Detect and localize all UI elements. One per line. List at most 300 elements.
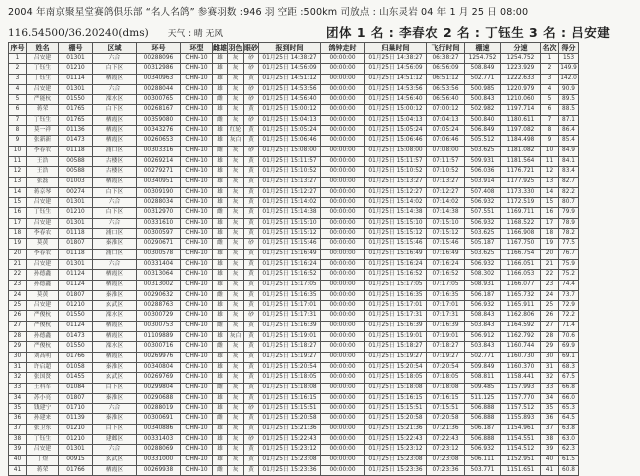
table-cell: 黄 <box>244 352 259 362</box>
table-row <box>9 414 579 424</box>
table-cell: 雄 <box>213 84 228 94</box>
table-cell: 80.7 <box>559 198 579 208</box>
table-cell: 1160.730 <box>501 352 541 362</box>
table-cell: 灰 <box>228 393 244 403</box>
table-cell: 07:16:49 <box>427 249 465 259</box>
table-cell: 雌 <box>213 321 228 331</box>
table-cell: 41 <box>541 465 559 475</box>
table-cell: 孙建来 <box>27 414 59 424</box>
table-cell: 16 <box>541 208 559 218</box>
table-cell: 1181.082 <box>501 146 541 156</box>
table-cell: 34 <box>541 393 559 403</box>
table-cell: 黄 <box>244 218 259 228</box>
table-cell: 01301 <box>59 54 93 64</box>
table-cell: 雄 <box>213 198 228 208</box>
table-cell: 00:00:00 <box>321 434 365 444</box>
table-cell: 栖霞区 <box>93 321 137 331</box>
table-cell: 00288034 <box>137 198 181 208</box>
table-cell: 506.932 <box>465 301 501 311</box>
table-cell: 张新新 <box>27 136 59 146</box>
table-cell: 07:11:57 <box>427 156 465 166</box>
table-cell: 00312986 <box>137 64 181 74</box>
table-cell: 灰 <box>228 434 244 444</box>
table-cell: 黄 <box>244 74 259 84</box>
table-cell: 01550 <box>59 311 93 321</box>
table-cell: 黄 <box>244 198 259 208</box>
table-cell: 509.485 <box>465 383 501 393</box>
table-cell: 07:23:12 <box>427 445 465 455</box>
table-cell: CHN-10 <box>181 424 213 434</box>
table-cell: 19 <box>9 239 27 249</box>
table-cell: 506.849 <box>465 126 501 136</box>
table-cell: 07:20:54 <box>427 362 465 372</box>
table-row <box>9 362 579 372</box>
table-cell: 01月25日 15:10:52 <box>259 167 321 177</box>
table-cell: 00915 <box>59 455 93 465</box>
table-cell: 01月25日 15:04:13 <box>365 115 427 125</box>
table-cell: 01455 <box>59 373 93 383</box>
table-cell: 雄 <box>213 311 228 321</box>
table-cell: 78.2 <box>559 229 579 239</box>
table-row <box>9 115 579 125</box>
table-cell: 01118 <box>59 146 93 156</box>
table-cell: 00:00:00 <box>321 393 365 403</box>
table-cell: 00:00:00 <box>321 290 365 300</box>
table-cell: 25 <box>541 301 559 311</box>
table-cell: 01月25日 15:23:12 <box>365 445 427 455</box>
table-cell: 1254.752 <box>465 54 501 64</box>
table-cell: 11 <box>9 156 27 166</box>
table-cell: 01月25日 15:23:08 <box>259 455 321 465</box>
table-row <box>9 126 579 136</box>
table-cell: 506.888 <box>465 434 501 444</box>
table-cell: 01月25日 15:21:36 <box>259 424 321 434</box>
table-cell: 01月25日 15:16:49 <box>365 249 427 259</box>
table-cell: 黄 <box>244 362 259 372</box>
table-cell: 吕安建 <box>27 445 59 455</box>
table-cell: 01月25日 15:20:58 <box>259 414 321 424</box>
table-cell: 1223.929 <box>501 64 541 74</box>
table-cell: 4 <box>541 84 559 94</box>
column-header: 分速 <box>501 43 541 54</box>
table-cell: 00:00:00 <box>321 177 365 187</box>
table-cell: 秦淮区 <box>93 362 137 372</box>
table-cell: 2 <box>9 64 27 74</box>
table-cell: 00309190 <box>137 187 181 197</box>
table-cell: 149.9 <box>559 64 579 74</box>
table-cell: 00290632 <box>137 290 181 300</box>
table-cell: 07:12:27 <box>427 187 465 197</box>
table-cell: 1165.911 <box>501 301 541 311</box>
table-cell: 506.111 <box>465 455 501 465</box>
table-cell: 灰 <box>228 445 244 455</box>
table-cell: 00:00:00 <box>321 301 365 311</box>
table-row <box>9 352 579 362</box>
table-cell: 28 <box>541 332 559 342</box>
table-cell: 00290688 <box>137 393 181 403</box>
table-cell: 503.771 <box>465 465 501 475</box>
table-cell: 00269214 <box>137 156 181 166</box>
table-cell: 28 <box>9 332 27 342</box>
table-cell: CHN-10 <box>181 126 213 136</box>
table-cell: 白下区 <box>93 105 137 115</box>
table-cell: 溧水区 <box>93 95 137 105</box>
table-cell: 张国贤 <box>27 373 59 383</box>
table-cell: 雌 <box>213 465 228 475</box>
table-cell: 503.625 <box>465 146 501 156</box>
page-title: 2004 年南京聚星堂赛鸽俱乐部 “名人名鸽” 参赛羽数 :946 羽 空距 :500km 司放点 : 山东灵岩 04 年 1 月 25 日 08:00 <box>8 7 529 18</box>
table-cell: 01月25日 14:56:40 <box>259 95 321 105</box>
table-cell: 3 <box>541 74 559 84</box>
table-cell: 00288096 <box>137 54 181 64</box>
table-cell: 01124 <box>59 321 93 331</box>
table-cell: CHN-10 <box>181 54 213 64</box>
table-cell: 1222.633 <box>501 74 541 84</box>
table-cell: 07:16:52 <box>427 270 465 280</box>
table-row <box>9 332 579 342</box>
table-row <box>9 177 579 187</box>
table-row <box>9 84 579 94</box>
table-cell: 506.187 <box>465 290 501 300</box>
table-cell: 22 <box>541 270 559 280</box>
table-cell: 00279271 <box>137 167 181 177</box>
table-cell: CHN-10 <box>181 136 213 146</box>
table-cell: 吕安建 <box>27 84 59 94</box>
table-cell: 砂 <box>244 434 259 444</box>
table-cell: 灰 <box>228 84 244 94</box>
table-cell: 84.9 <box>559 146 579 156</box>
table-cell: 5 <box>9 95 27 105</box>
table-cell: 01月25日 15:17:05 <box>259 280 321 290</box>
table-cell: 00:00:00 <box>321 414 365 424</box>
table-cell: CHN-10 <box>181 105 213 115</box>
table-cell: 503.843 <box>465 321 501 331</box>
table-cell: 黄 <box>244 280 259 290</box>
table-cell: 01月25日 15:16:52 <box>259 270 321 280</box>
table-cell: 00:00:00 <box>321 105 365 115</box>
table-cell: 1155.893 <box>501 414 541 424</box>
table-cell: 07:15:12 <box>427 229 465 239</box>
table-cell: 7 <box>9 115 27 125</box>
table-cell: 39 <box>9 445 27 455</box>
table-cell: 01月25日 15:00:12 <box>259 105 321 115</box>
table-cell: 01月25日 15:18:27 <box>259 342 321 352</box>
table-cell: 01058 <box>59 362 93 372</box>
table-cell: 00:00:00 <box>321 270 365 280</box>
table-cell: 1154.512 <box>501 445 541 455</box>
table-cell: 灰 <box>228 167 244 177</box>
table-cell: 00:00:00 <box>321 321 365 331</box>
table-cell: 01月25日 15:22:43 <box>365 434 427 444</box>
table-cell: 栖霞区 <box>93 465 137 475</box>
table-cell: CHN-10 <box>181 434 213 444</box>
table-cell: 01月25日 15:00:12 <box>365 105 427 115</box>
table-cell: 14 <box>541 187 559 197</box>
table-cell: 07:23:36 <box>427 465 465 475</box>
table-row <box>9 64 579 74</box>
table-cell: 01月25日 15:23:08 <box>365 455 427 465</box>
table-cell: 505.187 <box>465 239 501 249</box>
column-header: 鸽钟走时 <box>321 43 365 54</box>
table-cell: 01月25日 15:15:46 <box>259 239 321 249</box>
table-cell: 00:00:00 <box>321 352 365 362</box>
table-row <box>9 218 579 228</box>
results-table <box>8 42 579 476</box>
table-cell: 07:06:46 <box>427 136 465 146</box>
table-cell: 01月25日 15:20:58 <box>365 414 427 424</box>
table-cell: 古楼区 <box>93 156 137 166</box>
table-cell: 张磊 <box>27 177 59 187</box>
table-cell: 75.9 <box>559 259 579 269</box>
table-cell: 18 <box>541 229 559 239</box>
table-cell: 01月25日 15:23:12 <box>259 445 321 455</box>
table-cell: 红轮 <box>228 126 244 136</box>
table-cell: 玄武区 <box>93 301 137 311</box>
table-cell: 00:00:00 <box>321 229 365 239</box>
table-cell: 雄 <box>213 177 228 187</box>
table-cell: 1176.721 <box>501 167 541 177</box>
table-cell: 灰 <box>228 259 244 269</box>
table-cell: 76.7 <box>559 249 579 259</box>
table-cell: 506.187 <box>465 424 501 434</box>
table-cell: 1160.744 <box>501 342 541 352</box>
table-cell: 01月25日 15:12:27 <box>365 187 427 197</box>
table-cell: 钱建宁 <box>27 404 59 414</box>
table-cell: 蒋京琴 <box>27 187 59 197</box>
table-cell: 9 <box>9 136 27 146</box>
table-cell: 六合 <box>93 404 137 414</box>
table-cell: 01月25日 15:06:46 <box>259 136 321 146</box>
table-cell: CHN-10 <box>181 208 213 218</box>
table-cell: 64.5 <box>559 414 579 424</box>
table-cell: 莫黄 <box>27 290 59 300</box>
table-cell: 00343276 <box>137 126 181 136</box>
table-cell: 01003 <box>59 177 93 187</box>
table-cell: 4 <box>9 84 27 94</box>
table-cell: 雄 <box>213 301 228 311</box>
table-cell: 灰 <box>228 280 244 290</box>
table-cell: 41 <box>9 465 27 475</box>
table-cell: 84.1 <box>559 156 579 166</box>
table-cell: 73.7 <box>559 290 579 300</box>
column-header: 棚速 <box>465 43 501 54</box>
table-row <box>9 373 579 383</box>
table-cell: 王浩 <box>27 167 59 177</box>
table-cell: 灰 <box>228 95 244 105</box>
table-cell: 00:00:00 <box>321 259 365 269</box>
table-cell: 黄 <box>244 177 259 187</box>
table-cell: 00:00:00 <box>321 167 365 177</box>
table-row <box>9 393 579 403</box>
table-cell: 00331000 <box>137 455 181 465</box>
table-cell: 01月25日 15:18:27 <box>365 342 427 352</box>
table-cell: 26 <box>541 311 559 321</box>
table-cell: 31 <box>9 362 27 372</box>
table-cell: 雌 <box>213 342 228 352</box>
table-cell: 01月25日 15:23:36 <box>365 465 427 475</box>
table-cell: 01月25日 15:16:39 <box>365 321 427 331</box>
table-cell: 36 <box>541 414 559 424</box>
table-cell: 01月25日 15:19:27 <box>259 352 321 362</box>
table-cell: 01月25日 15:16:49 <box>259 249 321 259</box>
table-cell: 07:16:15 <box>427 393 465 403</box>
table-cell: 507.551 <box>465 208 501 218</box>
table-cell: 1 <box>541 54 559 64</box>
table-cell: CHN-10 <box>181 280 213 290</box>
table-cell: 89.5 <box>559 95 579 105</box>
table-cell: 雄 <box>213 455 228 465</box>
table-cell: 508.931 <box>465 280 501 290</box>
table-cell: 砂 <box>244 311 259 321</box>
table-cell: 灰 <box>228 64 244 74</box>
table-cell: 白下区 <box>93 424 137 434</box>
table-cell: 丁钰生 <box>27 115 59 125</box>
table-cell: 00340951 <box>137 177 181 187</box>
table-cell: 507.408 <box>465 187 501 197</box>
table-cell: 李春农 <box>27 249 59 259</box>
table-cell: 500.840 <box>465 115 501 125</box>
table-cell: 砂 <box>244 404 259 414</box>
table-cell: 00:00:00 <box>321 156 365 166</box>
table-cell: 01月25日 15:18:08 <box>365 383 427 393</box>
table-cell: 509.931 <box>465 156 501 166</box>
table-cell: 00:00:00 <box>321 465 365 475</box>
column-header: 报到时间 <box>259 43 321 54</box>
table-cell: 1172.519 <box>501 198 541 208</box>
table-cell: 79.9 <box>559 208 579 218</box>
column-header: 雌雄 <box>213 43 227 52</box>
table-cell: 35 <box>541 404 559 414</box>
table-cell: 雌 <box>213 208 228 218</box>
table-cell: CHN-10 <box>181 311 213 321</box>
table-cell: 黄 <box>244 105 259 115</box>
table-cell: 雄 <box>213 434 228 444</box>
table-cell: 07:15:51 <box>427 404 465 414</box>
table-cell: 00:00:00 <box>321 332 365 342</box>
table-cell: 灰 <box>228 229 244 239</box>
table-cell: 40 <box>9 455 27 465</box>
table-cell: 01月25日 15:20:54 <box>259 362 321 372</box>
table-cell: 1166.051 <box>501 259 541 269</box>
table-cell: 00312970 <box>137 208 181 218</box>
table-cell: 1166.053 <box>501 270 541 280</box>
table-cell: 20 <box>9 249 27 259</box>
table-cell: 07:16:35 <box>427 290 465 300</box>
table-cell: 六合 <box>93 218 137 228</box>
table-cell: 01301 <box>59 198 93 208</box>
table-cell: CHN-10 <box>181 249 213 259</box>
table-cell: 29 <box>9 342 27 352</box>
table-cell: 雌 <box>213 383 228 393</box>
table-cell: 00340963 <box>137 74 181 84</box>
table-cell: 00:00:00 <box>321 218 365 228</box>
table-cell: 六合 <box>93 198 137 208</box>
table-cell: 灰 <box>228 342 244 352</box>
table-cell: 玄武区 <box>93 373 137 383</box>
table-cell: 1164.592 <box>501 321 541 331</box>
table-cell: 1173.330 <box>501 187 541 197</box>
table-cell: 00:00:00 <box>321 146 365 156</box>
table-cell: 溧水区 <box>93 342 137 352</box>
table-cell: 雌 <box>213 414 228 424</box>
table-cell: 丁钰生 <box>27 64 59 74</box>
table-cell: CHN-10 <box>181 167 213 177</box>
table-cell: 灰 <box>228 301 244 311</box>
table-row <box>9 167 579 177</box>
table-cell: 雄 <box>213 64 228 74</box>
table-cell: 07:00:12 <box>427 105 465 115</box>
table-cell: 01550 <box>59 342 93 352</box>
table-cell: 00300753 <box>137 321 181 331</box>
table-cell: 25 <box>9 301 27 311</box>
table-cell: 丁煜 <box>27 455 59 465</box>
table-cell: 01109889 <box>137 332 181 342</box>
table-cell: 刘高明 <box>27 352 59 362</box>
table-cell: 00269938 <box>137 465 181 475</box>
table-cell: 雌 <box>213 239 228 249</box>
table-cell: 01114 <box>59 74 93 84</box>
table-cell: CHN-10 <box>181 362 213 372</box>
table-cell: 13 <box>541 177 559 187</box>
table-cell: 王科军 <box>27 383 59 393</box>
column-header: 名次 <box>542 43 557 52</box>
table-cell: 00:00:00 <box>321 208 365 218</box>
table-cell: 01710 <box>59 404 93 414</box>
table-cell: 栖霞区 <box>93 352 137 362</box>
table-cell: 灰 <box>228 156 244 166</box>
table-row <box>9 321 579 331</box>
column-header: 归巢时间 <box>365 43 427 54</box>
table-cell: 孙德鑫 <box>27 280 59 290</box>
table-cell: 00340886 <box>137 424 181 434</box>
table-cell: 01136 <box>59 126 93 136</box>
table-cell: 六合 <box>93 445 137 455</box>
table-cell: 浦口区 <box>93 249 137 259</box>
table-cell: CHN-10 <box>181 259 213 269</box>
table-row <box>9 404 579 414</box>
table-cell: 00290671 <box>137 239 181 249</box>
table-cell: CHN-10 <box>181 239 213 249</box>
table-cell: 07:17:05 <box>427 280 465 290</box>
table-cell: 1154.961 <box>501 424 541 434</box>
table-cell: 9 <box>541 136 559 146</box>
table-cell: 1168.522 <box>501 218 541 228</box>
table-cell: 01210 <box>59 434 93 444</box>
table-cell: 玄武区 <box>93 455 137 465</box>
table-cell: CHN-10 <box>181 373 213 383</box>
table-cell: 01月25日 15:15:12 <box>259 229 321 239</box>
table-cell: 07:22:43 <box>427 434 465 444</box>
table-cell: 黄 <box>244 301 259 311</box>
table-cell: 60.8 <box>559 465 579 475</box>
table-cell: 01月25日 15:15:12 <box>365 229 427 239</box>
table-cell: 00260653 <box>137 136 181 146</box>
table-cell: 00313002 <box>137 280 181 290</box>
table-row <box>9 311 579 321</box>
table-cell: 503.914 <box>465 177 501 187</box>
table-cell: 黄 <box>244 249 259 259</box>
table-cell: CHN-10 <box>181 177 213 187</box>
table-cell: 00274 <box>59 187 93 197</box>
table-cell: 506.888 <box>465 404 501 414</box>
table-cell: 00300765 <box>137 95 181 105</box>
table-cell: 砂 <box>244 64 259 74</box>
table-cell: 01118 <box>59 229 93 239</box>
table-cell: 39 <box>541 445 559 455</box>
table-cell: 01月25日 14:38:27 <box>365 54 427 64</box>
table-cell: 15 <box>9 198 27 208</box>
table-cell: 82.7 <box>559 177 579 187</box>
